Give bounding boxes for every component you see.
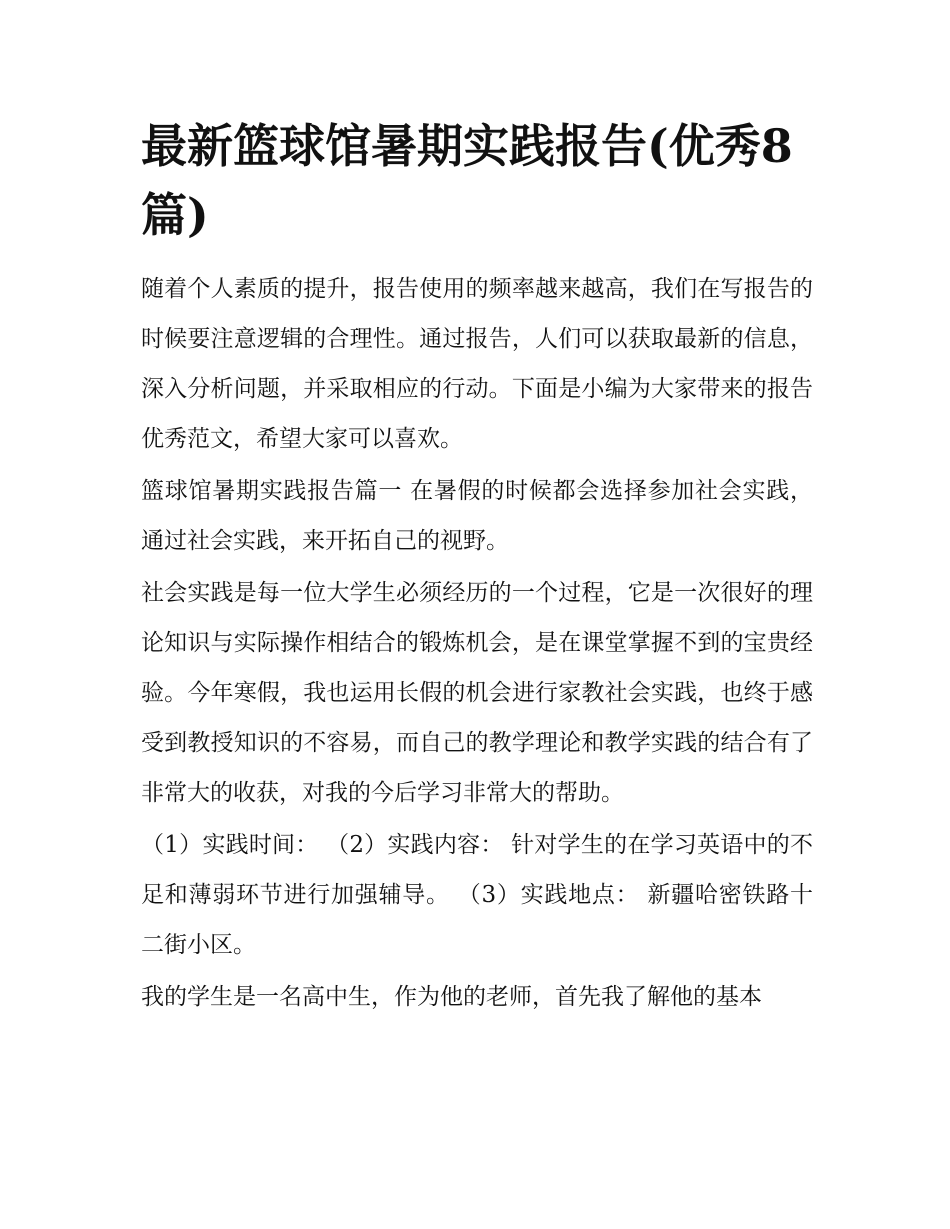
paragraph-practice-details: （1）实践时间： （2）实践内容： 针对学生的在学习英语中的不足和薄弱环节进行加强辅导。 （3）实践地点： 新疆哈密铁路十二街小区。 (141, 832, 813, 958)
paragraph-student: 我的学生是一名高中生，作为他的老师，首先我了解他的基本 (141, 984, 762, 1010)
paragraph-social-practice: 社会实践是每一位大学生必须经历的一个过程，它是一次很好的理论知识与实际操作相结合的锻炼机会，是在课堂掌握不到的宝贵经验。今年寒假，我也运用长假的机会进行家教社会实践，也终于感受到教授知识的不容易，而自己的教学理论和教学实践的结合有了非常大的收获，对我的今后学习非常大的帮助。 (141, 580, 813, 806)
document-title: 最新篮球馆暑期实践报告(优秀8篇) (141, 119, 793, 242)
document-page (141, 112, 813, 1024)
paragraph-section-one-heading: 篮球馆暑期实践报告篇一 在暑假的时候都会选择参加社会实践，通过社会实践，来开拓自己的视野。 (141, 478, 813, 554)
paragraph-intro: 随着个人素质的提升，报告使用的频率越来越高，我们在写报告的时候要注意逻辑的合理性。通过报告，人们可以获取最新的信息，深入分析问题，并采取相应的行动。下面是小编为大家带来的报告优秀范文，希望大家可以喜欢。 (141, 276, 813, 452)
